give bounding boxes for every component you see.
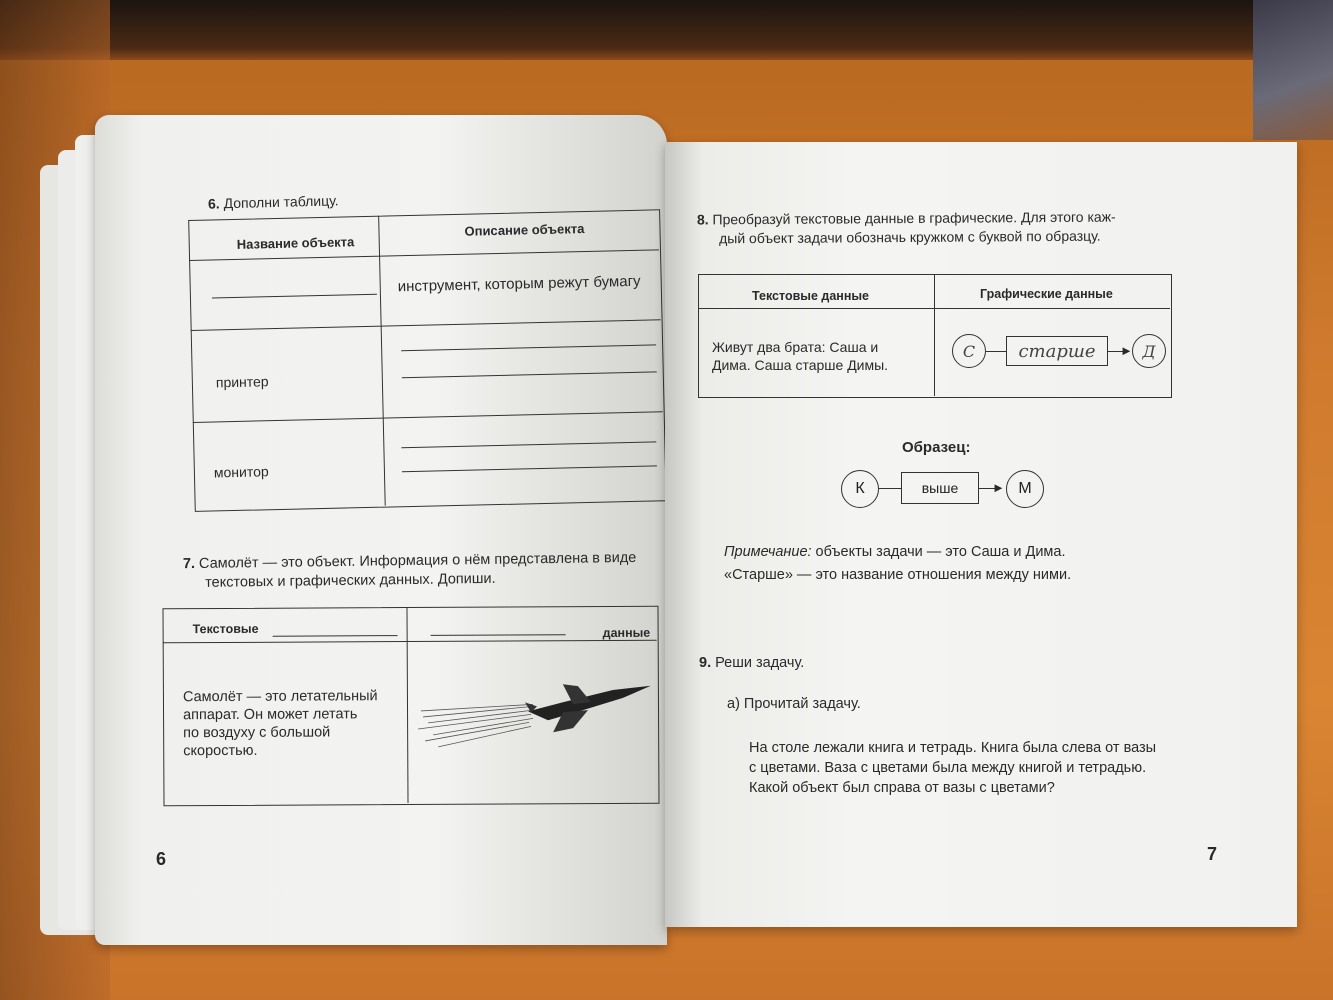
hand-circle-letter: С (962, 341, 976, 361)
table-header-name: Название объекта (236, 234, 355, 252)
task8-header-text: Текстовые данные (752, 289, 869, 303)
table-divider (934, 274, 935, 396)
task7-line1: Самолёт — это объект. Информация о нём представлена в виде (198, 549, 637, 572)
table-header-description: Описание объекта (464, 221, 585, 239)
task7-heading (183, 549, 637, 593)
problem-line: с цветами. Ваза с цветами была между книгой и тетрадью. (749, 760, 1147, 776)
task7-text-block (183, 687, 378, 760)
task8-text-block (712, 338, 888, 374)
task8-note (724, 541, 1071, 587)
text-line: аппарат. Он может летать (183, 706, 358, 724)
background-dark-top (0, 0, 1333, 60)
task8-table (698, 274, 1172, 398)
task9-problem (749, 738, 1156, 798)
hand-circle-letter: Д (1142, 341, 1156, 361)
sample-circle-left (841, 470, 879, 508)
note-text: объекты задачи — это Саша и Дима. (811, 544, 1066, 560)
hand-relation-text: старше (1018, 340, 1096, 362)
hand-relation-box (1006, 336, 1108, 366)
note-line2: «Старше» — это название отношения между ними. (724, 567, 1072, 583)
problem-line: Какой объект был справа от вазы с цветами? (749, 780, 1055, 796)
airplane-icon (413, 676, 653, 767)
task8-header-graphic: Графические данные (980, 287, 1113, 301)
sample-circle-letter: М (1018, 480, 1032, 497)
background-cloth (1253, 0, 1333, 140)
task9-title: Реши задачу. (715, 655, 805, 671)
sample-circle-right (1006, 470, 1044, 508)
sample-relation-box (901, 472, 979, 504)
task7-line2: текстовых и графических данных. Допиши. (205, 570, 496, 591)
text-line: Дима. Саша старше Димы. (712, 357, 889, 373)
task8-line2: дый объект задачи обозначь кружком с буквой по образцу. (719, 227, 1101, 247)
arrow-line (986, 351, 1006, 352)
arrow-head-icon: ► (1120, 343, 1133, 358)
arrow-line (879, 488, 901, 489)
task8-number: 8. (696, 211, 709, 228)
task6-number: 6. (207, 195, 220, 212)
task7-number: 7. (182, 555, 196, 573)
sample-title: Образец: (902, 439, 971, 456)
sample-circle-letter: К (855, 480, 865, 497)
note-label: Примечание: (724, 544, 812, 560)
task9-subtitle: а) Прочитай задачу. (727, 696, 861, 712)
sample-relation-text: выше (921, 480, 959, 496)
problem-line: На столе лежали книга и тетрадь. Книга была слева от вазы (749, 740, 1157, 756)
row2-name: принтер (215, 373, 269, 391)
task9-number: 9. (699, 655, 712, 671)
task7-table (162, 606, 659, 807)
text-line: Самолёт — это летательный (182, 688, 378, 706)
task8-heading (697, 208, 1116, 249)
task6-title: Дополни таблицу. (223, 192, 339, 212)
page-number-right: 7 (1207, 844, 1218, 864)
right-page (665, 142, 1297, 927)
text-line: по воздуху с большой (183, 724, 331, 742)
arrow-head-icon: ► (992, 480, 1005, 495)
row1-description: инструмент, которым режут бумагу (397, 272, 641, 296)
text-line: скоростью. (183, 742, 258, 760)
task9-heading (699, 654, 804, 673)
hand-circle-left (952, 334, 986, 368)
row3-name: монитор (213, 463, 269, 481)
task6-table (188, 201, 667, 512)
table-header-line (698, 308, 1170, 309)
task8-line1: Преобразуй текстовые данные в графические. Для этого каж- (712, 208, 1116, 228)
task7-header-textual: Текстовые (192, 621, 259, 637)
hand-circle-right (1132, 334, 1166, 368)
page-number-left: 6 (156, 849, 167, 869)
task7-header-data: данные (602, 625, 651, 640)
text-line: Живут два брата: Саша и (712, 339, 879, 355)
